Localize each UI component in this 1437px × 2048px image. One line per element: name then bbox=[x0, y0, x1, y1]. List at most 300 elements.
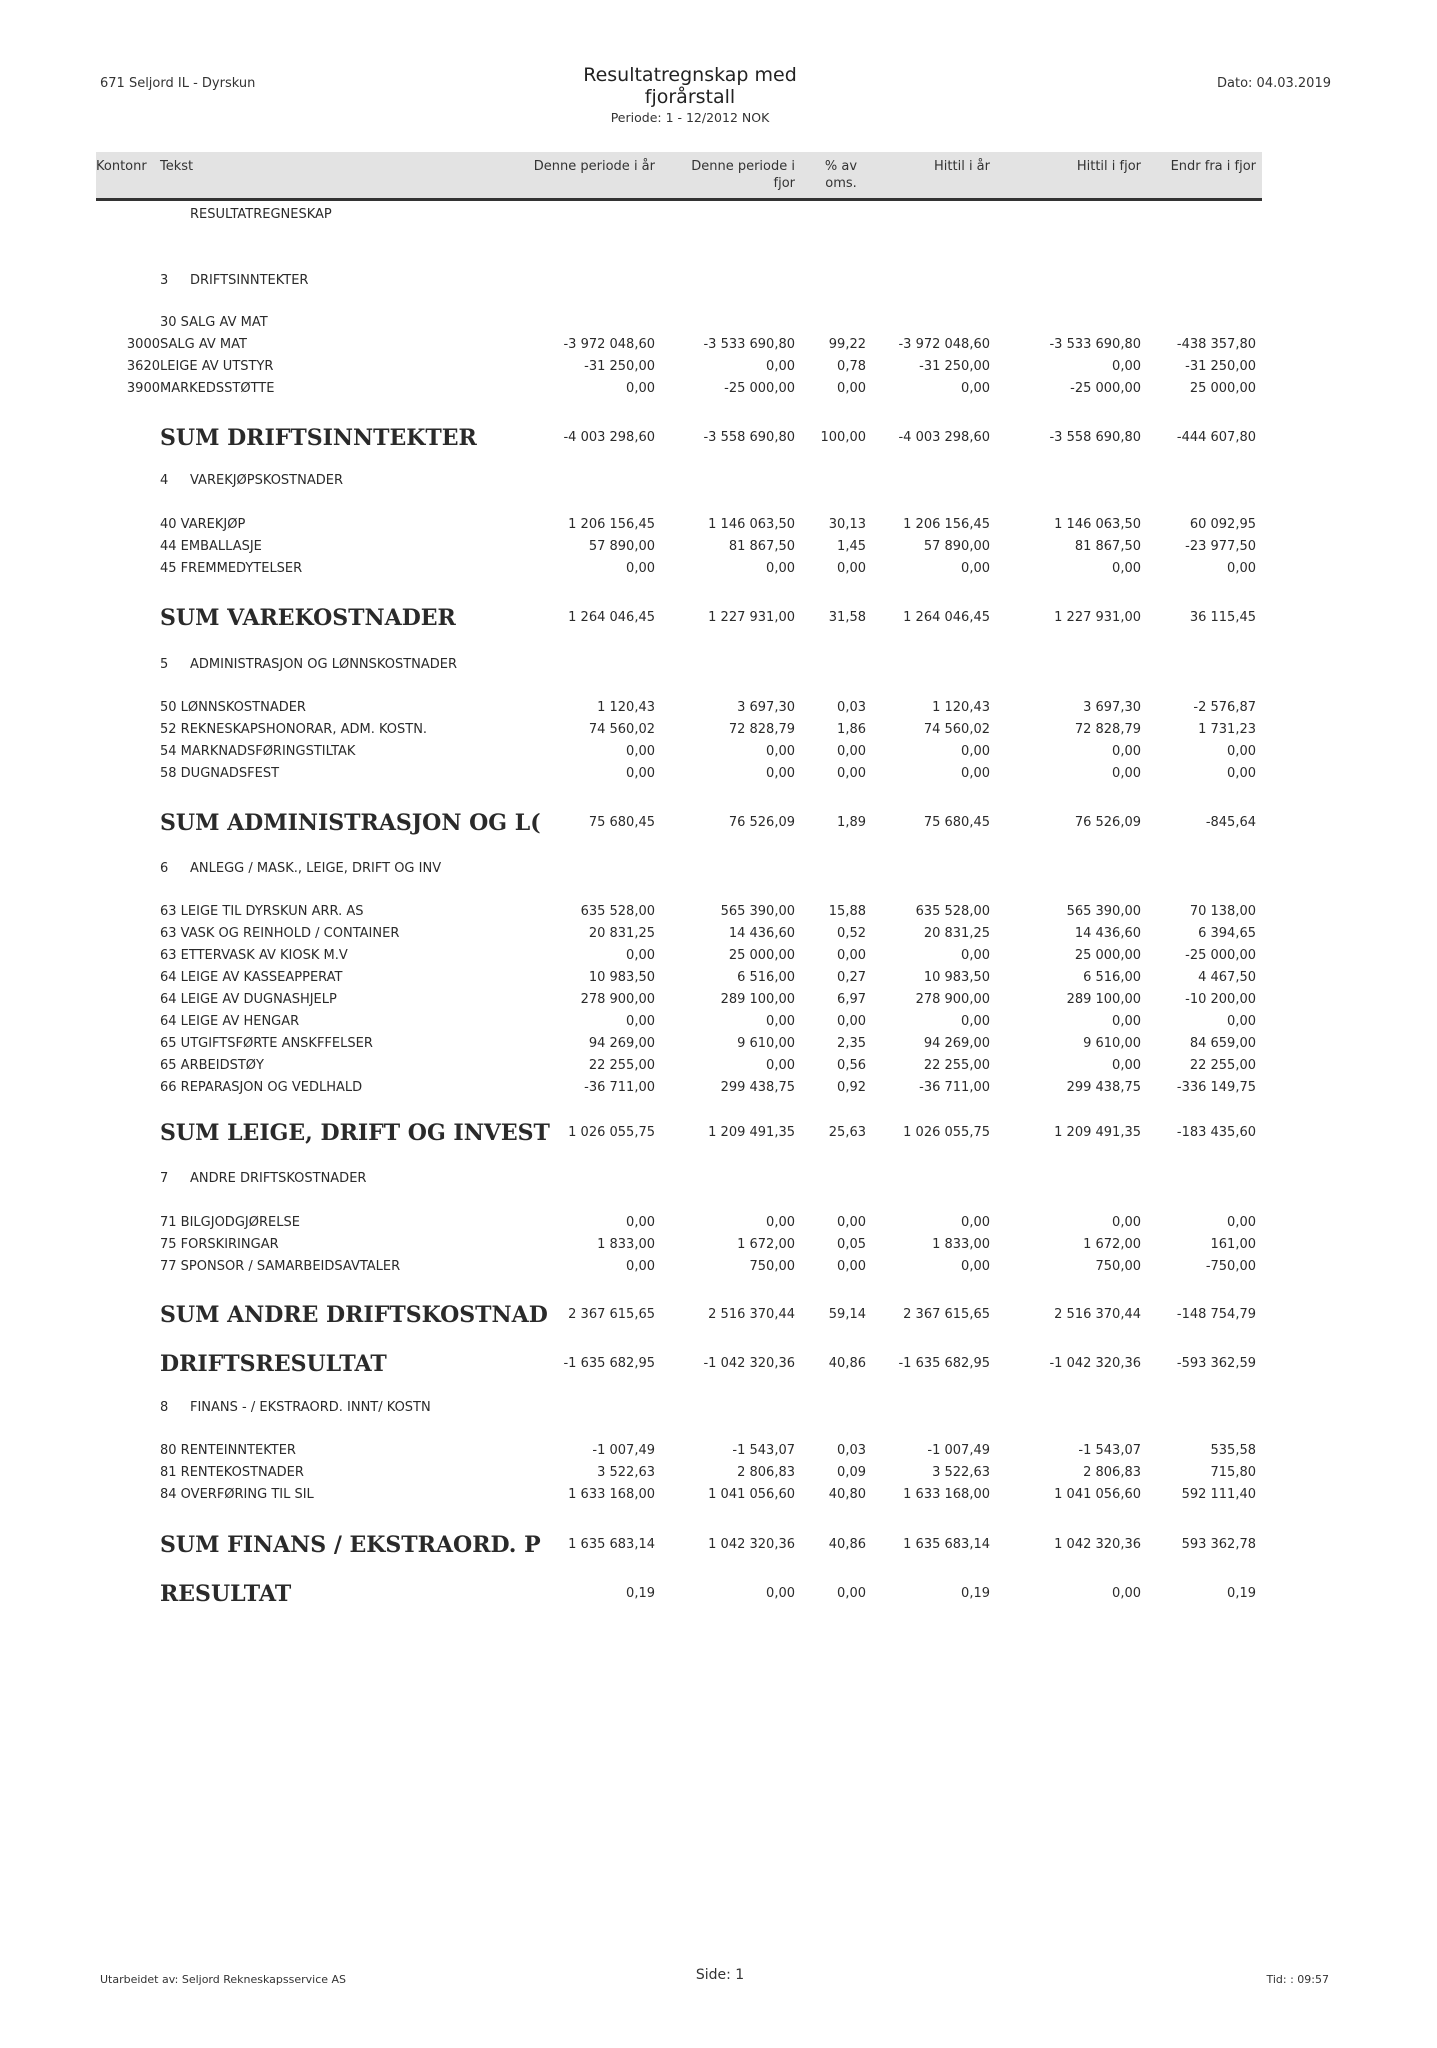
value-cell: 40,86 bbox=[828, 1356, 866, 1371]
table-row bbox=[0, 1442, 1437, 1460]
sum-row bbox=[0, 1581, 1437, 1607]
value-cell: 0,00 bbox=[1227, 1014, 1256, 1029]
value-cell: -23 977,50 bbox=[1185, 539, 1256, 554]
value-cell: 76 526,09 bbox=[728, 815, 795, 830]
value-cell: -31 250,00 bbox=[584, 359, 655, 374]
group-row bbox=[0, 656, 1437, 674]
table-row bbox=[0, 969, 1437, 987]
value-cell: 1 146 063,50 bbox=[1054, 517, 1141, 532]
table-row bbox=[0, 1079, 1437, 1097]
value-cell: 94 269,00 bbox=[588, 1036, 655, 1051]
group-row bbox=[0, 272, 1437, 290]
sum-row bbox=[0, 1351, 1437, 1377]
value-cell: 25 000,00 bbox=[1074, 948, 1141, 963]
sum-row bbox=[0, 810, 1437, 836]
value-cell: 0,00 bbox=[837, 561, 866, 576]
value-cell: 6,97 bbox=[837, 992, 866, 1007]
value-cell: 75 680,45 bbox=[588, 815, 655, 830]
value-cell: -336 149,75 bbox=[1176, 1080, 1256, 1095]
value-cell: -10 200,00 bbox=[1185, 992, 1256, 1007]
account-number: 3620 bbox=[126, 359, 160, 374]
value-cell: -1 042 320,36 bbox=[703, 1356, 795, 1371]
value-cell: -2 576,87 bbox=[1193, 700, 1256, 715]
value-cell: 0,56 bbox=[837, 1058, 866, 1073]
value-cell: 76 526,09 bbox=[1074, 815, 1141, 830]
value-cell: 0,19 bbox=[1227, 1586, 1256, 1601]
value-cell: -3 533 690,80 bbox=[703, 337, 795, 352]
value-cell: 0,05 bbox=[837, 1237, 866, 1252]
value-cell: 72 828,79 bbox=[1074, 722, 1141, 737]
value-cell: 0,92 bbox=[837, 1080, 866, 1095]
value-cell: 1 833,00 bbox=[932, 1237, 990, 1252]
account-text: 64 LEIGE AV KASSEAPPERAT bbox=[160, 970, 343, 985]
value-cell: 750,00 bbox=[749, 1259, 795, 1274]
col-denne-fjor: Denne periode i fjor bbox=[691, 159, 795, 191]
footer-page: Side: 1 bbox=[695, 1967, 745, 1983]
value-cell: 40,86 bbox=[828, 1537, 866, 1552]
value-cell: 0,00 bbox=[626, 1215, 655, 1230]
group-title: DRIFTSINNTEKTER bbox=[190, 273, 309, 288]
value-cell: -148 754,79 bbox=[1176, 1307, 1256, 1322]
value-cell: 1,89 bbox=[837, 815, 866, 830]
col-endr: Endr fra i fjor bbox=[1170, 159, 1256, 174]
value-cell: 0,00 bbox=[837, 381, 866, 396]
sum-label: SUM ANDRE DRIFTSKOSTNAD bbox=[160, 1302, 548, 1328]
value-cell: 9 610,00 bbox=[1083, 1036, 1141, 1051]
value-cell: 0,00 bbox=[837, 1014, 866, 1029]
account-text: 52 REKNESKAPSHONORAR, ADM. KOSTN. bbox=[160, 722, 428, 737]
col-hittil-fjor: Hittil i fjor bbox=[1076, 159, 1141, 174]
table-row bbox=[0, 1486, 1437, 1504]
value-cell: -36 711,00 bbox=[584, 1080, 655, 1095]
group-title: FINANS - / EKSTRAORD. INNT/ KOSTN bbox=[190, 1400, 431, 1415]
value-cell: 3 522,63 bbox=[597, 1465, 655, 1480]
value-cell: 0,52 bbox=[837, 926, 866, 941]
value-cell: 0,00 bbox=[626, 1259, 655, 1274]
value-cell: 59,14 bbox=[828, 1307, 866, 1322]
value-cell: 1 120,43 bbox=[597, 700, 655, 715]
col-hittil-aar: Hittil i år bbox=[934, 159, 990, 174]
value-cell: 0,00 bbox=[626, 948, 655, 963]
value-cell: 1 042 320,36 bbox=[708, 1537, 795, 1552]
value-cell: 10 983,50 bbox=[588, 970, 655, 985]
value-cell: -1 007,49 bbox=[927, 1443, 990, 1458]
value-cell: 0,00 bbox=[961, 948, 990, 963]
value-cell: 1 264 046,45 bbox=[903, 610, 990, 625]
value-cell: -1 635 682,95 bbox=[898, 1356, 990, 1371]
value-cell: 3 522,63 bbox=[932, 1465, 990, 1480]
value-cell: 2 516 370,44 bbox=[708, 1307, 795, 1322]
footer-time: Tid: : 09:57 bbox=[1266, 1973, 1329, 1986]
value-cell: 30,13 bbox=[828, 517, 866, 532]
value-cell: 0,00 bbox=[766, 766, 795, 781]
value-cell: 20 831,25 bbox=[588, 926, 655, 941]
value-cell: 1 120,43 bbox=[932, 700, 990, 715]
group-number: 7 bbox=[160, 1171, 169, 1186]
value-cell: -438 357,80 bbox=[1176, 337, 1256, 352]
value-cell: 6 516,00 bbox=[737, 970, 795, 985]
value-cell: 565 390,00 bbox=[1066, 904, 1141, 919]
group-title: ADMINISTRASJON OG LØNNSKOSTNADER bbox=[190, 657, 458, 672]
value-cell: 592 111,40 bbox=[1181, 1487, 1256, 1502]
value-cell: 0,00 bbox=[1227, 561, 1256, 576]
account-text: 50 LØNNSKOSTNADER bbox=[160, 700, 306, 715]
value-cell: 1 209 491,35 bbox=[1054, 1125, 1141, 1140]
value-cell: 0,00 bbox=[837, 948, 866, 963]
col-pct-oms: % av oms. bbox=[824, 159, 858, 191]
value-cell: 593 362,78 bbox=[1181, 1537, 1256, 1552]
value-cell: 0,00 bbox=[1227, 744, 1256, 759]
value-cell: 0,00 bbox=[961, 1215, 990, 1230]
value-cell: 2 806,83 bbox=[1083, 1465, 1141, 1480]
group-number: 4 bbox=[160, 473, 169, 488]
col-kontonr: Kontonr bbox=[96, 159, 147, 174]
value-cell: -31 250,00 bbox=[1185, 359, 1256, 374]
sum-row bbox=[0, 425, 1437, 451]
column-header bbox=[96, 152, 1262, 201]
table-row bbox=[0, 925, 1437, 943]
table-row bbox=[0, 380, 1437, 398]
table-row bbox=[0, 560, 1437, 578]
value-cell: 1 731,23 bbox=[1198, 722, 1256, 737]
company-name: 671 Seljord IL - Dyrskun bbox=[100, 76, 256, 91]
value-cell: 0,00 bbox=[766, 1586, 795, 1601]
value-cell: 1 635 683,14 bbox=[903, 1537, 990, 1552]
value-cell: -36 711,00 bbox=[919, 1080, 990, 1095]
value-cell: 565 390,00 bbox=[720, 904, 795, 919]
account-text: 80 RENTEINNTEKTER bbox=[160, 1443, 296, 1458]
value-cell: 22 255,00 bbox=[923, 1058, 990, 1073]
value-cell: 0,19 bbox=[961, 1586, 990, 1601]
value-cell: 0,00 bbox=[961, 1014, 990, 1029]
value-cell: 0,00 bbox=[626, 744, 655, 759]
value-cell: 0,00 bbox=[1112, 766, 1141, 781]
value-cell: 1 227 931,00 bbox=[708, 610, 795, 625]
account-text: 65 ARBEIDSTØY bbox=[160, 1058, 264, 1073]
table-row bbox=[0, 1035, 1437, 1053]
value-cell: 1 026 055,75 bbox=[568, 1125, 655, 1140]
value-cell: 1 042 320,36 bbox=[1054, 1537, 1141, 1552]
value-cell: 299 438,75 bbox=[720, 1080, 795, 1095]
value-cell: 4 467,50 bbox=[1198, 970, 1256, 985]
account-text: 54 MARKNADSFØRINGSTILTAK bbox=[160, 744, 356, 759]
value-cell: -3 558 690,80 bbox=[1049, 430, 1141, 445]
value-cell: 22 255,00 bbox=[588, 1058, 655, 1073]
sum-label: SUM FINANS / EKSTRAORD. P bbox=[160, 1532, 541, 1558]
value-cell: 0,00 bbox=[1112, 744, 1141, 759]
value-cell: 99,22 bbox=[828, 337, 866, 352]
value-cell: 715,80 bbox=[1210, 1465, 1256, 1480]
value-cell: 10 983,50 bbox=[923, 970, 990, 985]
value-cell: 57 890,00 bbox=[923, 539, 990, 554]
sum-label: DRIFTSRESULTAT bbox=[160, 1351, 387, 1377]
account-number: 3000 bbox=[126, 337, 160, 352]
value-cell: -25 000,00 bbox=[724, 381, 795, 396]
value-cell: 25 000,00 bbox=[1189, 381, 1256, 396]
value-cell: 299 438,75 bbox=[1066, 1080, 1141, 1095]
table-row bbox=[0, 1258, 1437, 1276]
value-cell: 2 367 615,65 bbox=[568, 1307, 655, 1322]
group-row bbox=[0, 206, 1437, 224]
value-cell: 0,00 bbox=[961, 561, 990, 576]
report-header bbox=[540, 64, 840, 125]
value-cell: -25 000,00 bbox=[1185, 948, 1256, 963]
value-cell: 0,00 bbox=[837, 766, 866, 781]
value-cell: 0,03 bbox=[837, 1443, 866, 1458]
value-cell: 1 672,00 bbox=[1083, 1237, 1141, 1252]
value-cell: 0,00 bbox=[766, 1215, 795, 1230]
value-cell: 0,00 bbox=[626, 381, 655, 396]
value-cell: 0,00 bbox=[837, 1215, 866, 1230]
value-cell: 278 900,00 bbox=[915, 992, 990, 1007]
value-cell: 1 633 168,00 bbox=[568, 1487, 655, 1502]
value-cell: 0,19 bbox=[626, 1586, 655, 1601]
value-cell: -183 435,60 bbox=[1176, 1125, 1256, 1140]
table-row bbox=[0, 947, 1437, 965]
value-cell: 1 041 056,60 bbox=[708, 1487, 795, 1502]
value-cell: 1 209 491,35 bbox=[708, 1125, 795, 1140]
value-cell: 31,58 bbox=[828, 610, 866, 625]
group-row bbox=[0, 314, 1437, 332]
value-cell: 2 367 615,65 bbox=[903, 1307, 990, 1322]
account-text: 45 FREMMEDYTELSER bbox=[160, 561, 303, 576]
value-cell: -845,64 bbox=[1205, 815, 1256, 830]
value-cell: -1 543,07 bbox=[732, 1443, 795, 1458]
value-cell: 289 100,00 bbox=[1066, 992, 1141, 1007]
footer-prepared-by: Utarbeidet av: Seljord Rekneskapsservice AS bbox=[100, 1973, 347, 1986]
col-denne-aar: Denne periode i år bbox=[533, 159, 655, 174]
value-cell: 635 528,00 bbox=[915, 904, 990, 919]
account-text: 58 DUGNADSFEST bbox=[160, 766, 280, 781]
table-row bbox=[0, 358, 1437, 376]
value-cell: 6 516,00 bbox=[1083, 970, 1141, 985]
sum-label: RESULTAT bbox=[160, 1581, 292, 1607]
value-cell: 74 560,02 bbox=[588, 722, 655, 737]
value-cell: -25 000,00 bbox=[1070, 381, 1141, 396]
sum-row bbox=[0, 1532, 1437, 1558]
value-cell: 14 436,60 bbox=[728, 926, 795, 941]
value-cell: 0,00 bbox=[766, 561, 795, 576]
value-cell: -444 607,80 bbox=[1176, 430, 1256, 445]
account-text: 75 FORSKIRINGAR bbox=[160, 1237, 279, 1252]
account-number: 3900 bbox=[126, 381, 160, 396]
value-cell: 0,00 bbox=[1227, 1215, 1256, 1230]
account-text: MARKEDSSTØTTE bbox=[160, 381, 275, 396]
value-cell: -4 003 298,60 bbox=[563, 430, 655, 445]
value-cell: 25 000,00 bbox=[728, 948, 795, 963]
group-row bbox=[0, 472, 1437, 490]
group-title: ANDRE DRIFTSKOSTNADER bbox=[190, 1171, 367, 1186]
value-cell: 70 138,00 bbox=[1189, 904, 1256, 919]
value-cell: 1 633 168,00 bbox=[903, 1487, 990, 1502]
value-cell: -1 042 320,36 bbox=[1049, 1356, 1141, 1371]
account-text: 81 RENTEKOSTNADER bbox=[160, 1465, 304, 1480]
value-cell: 0,00 bbox=[626, 561, 655, 576]
value-cell: -3 533 690,80 bbox=[1049, 337, 1141, 352]
value-cell: 1 206 156,45 bbox=[903, 517, 990, 532]
table-row bbox=[0, 991, 1437, 1009]
value-cell: 57 890,00 bbox=[588, 539, 655, 554]
value-cell: 3 697,30 bbox=[737, 700, 795, 715]
value-cell: 84 659,00 bbox=[1189, 1036, 1256, 1051]
value-cell: 1 635 683,14 bbox=[568, 1537, 655, 1552]
account-text: 63 VASK OG REINHOLD / CONTAINER bbox=[160, 926, 400, 941]
value-cell: 0,00 bbox=[626, 766, 655, 781]
value-cell: 3 697,30 bbox=[1083, 700, 1141, 715]
table-row bbox=[0, 336, 1437, 354]
value-cell: 0,00 bbox=[837, 744, 866, 759]
table-row bbox=[0, 699, 1437, 717]
value-cell: 14 436,60 bbox=[1074, 926, 1141, 941]
value-cell: 0,00 bbox=[837, 1259, 866, 1274]
value-cell: -31 250,00 bbox=[919, 359, 990, 374]
account-text: SALG AV MAT bbox=[160, 337, 247, 352]
value-cell: 20 831,25 bbox=[923, 926, 990, 941]
value-cell: 635 528,00 bbox=[580, 904, 655, 919]
group-title: VAREKJØPSKOSTNADER bbox=[190, 473, 343, 488]
value-cell: 0,00 bbox=[1112, 1215, 1141, 1230]
value-cell: 25,63 bbox=[828, 1125, 866, 1140]
value-cell: -3 972 048,60 bbox=[563, 337, 655, 352]
table-row bbox=[0, 743, 1437, 761]
account-text: 63 ETTERVASK AV KIOSK M.V bbox=[160, 948, 348, 963]
account-text: 77 SPONSOR / SAMARBEIDSAVTALER bbox=[160, 1259, 401, 1274]
value-cell: 1 672,00 bbox=[737, 1237, 795, 1252]
table-row bbox=[0, 1464, 1437, 1482]
value-cell: 22 255,00 bbox=[1189, 1058, 1256, 1073]
value-cell: 72 828,79 bbox=[728, 722, 795, 737]
value-cell: 1,86 bbox=[837, 722, 866, 737]
value-cell: 750,00 bbox=[1095, 1259, 1141, 1274]
value-cell: 0,00 bbox=[961, 1259, 990, 1274]
table-row bbox=[0, 1013, 1437, 1031]
table-row bbox=[0, 903, 1437, 921]
value-cell: 1 227 931,00 bbox=[1054, 610, 1141, 625]
value-cell: 1,45 bbox=[837, 539, 866, 554]
value-cell: -4 003 298,60 bbox=[898, 430, 990, 445]
sum-label: SUM LEIGE, DRIFT OG INVEST bbox=[160, 1120, 550, 1146]
table-row bbox=[0, 538, 1437, 556]
value-cell: -750,00 bbox=[1205, 1259, 1256, 1274]
group-number: 6 bbox=[160, 861, 169, 876]
value-cell: 0,00 bbox=[766, 1058, 795, 1073]
sum-row bbox=[0, 605, 1437, 631]
table-row bbox=[0, 1214, 1437, 1232]
value-cell: 0,03 bbox=[837, 700, 866, 715]
value-cell: 0,09 bbox=[837, 1465, 866, 1480]
subgroup-title: 30 SALG AV MAT bbox=[160, 315, 268, 330]
value-cell: 75 680,45 bbox=[923, 815, 990, 830]
value-cell: 0,00 bbox=[837, 1586, 866, 1601]
value-cell: -3 558 690,80 bbox=[703, 430, 795, 445]
value-cell: 81 867,50 bbox=[1074, 539, 1141, 554]
value-cell: 0,00 bbox=[766, 1014, 795, 1029]
value-cell: 6 394,65 bbox=[1198, 926, 1256, 941]
value-cell: -1 543,07 bbox=[1078, 1443, 1141, 1458]
value-cell: 0,00 bbox=[1112, 1586, 1141, 1601]
sum-label: SUM DRIFTSINNTEKTER bbox=[160, 425, 477, 451]
account-text: LEIGE AV UTSTYR bbox=[160, 359, 274, 374]
value-cell: 0,00 bbox=[961, 744, 990, 759]
table-row bbox=[0, 721, 1437, 739]
account-text: 64 LEIGE AV HENGAR bbox=[160, 1014, 300, 1029]
report-period: Periode: 1 - 12/2012 NOK bbox=[610, 110, 770, 125]
value-cell: -1 007,49 bbox=[592, 1443, 655, 1458]
value-cell: 1 146 063,50 bbox=[708, 517, 795, 532]
sum-label: SUM VAREKOSTNADER bbox=[160, 605, 456, 631]
sum-row bbox=[0, 1302, 1437, 1328]
value-cell: 278 900,00 bbox=[580, 992, 655, 1007]
value-cell: 0,00 bbox=[1112, 359, 1141, 374]
value-cell: 0,27 bbox=[837, 970, 866, 985]
value-cell: 1 206 156,45 bbox=[568, 517, 655, 532]
value-cell: -1 635 682,95 bbox=[563, 1356, 655, 1371]
report-date: Dato: 04.03.2019 bbox=[1217, 76, 1331, 91]
value-cell: 40,80 bbox=[828, 1487, 866, 1502]
value-cell: 289 100,00 bbox=[720, 992, 795, 1007]
account-text: 64 LEIGE AV DUGNASHJELP bbox=[160, 992, 337, 1007]
value-cell: 0,00 bbox=[626, 1014, 655, 1029]
value-cell: 74 560,02 bbox=[923, 722, 990, 737]
value-cell: 0,00 bbox=[1112, 1014, 1141, 1029]
value-cell: 94 269,00 bbox=[923, 1036, 990, 1051]
value-cell: 1 264 046,45 bbox=[568, 610, 655, 625]
group-title: ANLEGG / MASK., LEIGE, DRIFT OG INV bbox=[190, 861, 442, 876]
report-title: Resultatregnskap med fjorårstall bbox=[583, 64, 797, 108]
group-row bbox=[0, 860, 1437, 878]
value-cell: 2 516 370,44 bbox=[1054, 1307, 1141, 1322]
table-row bbox=[0, 1236, 1437, 1254]
value-cell: 0,00 bbox=[1112, 1058, 1141, 1073]
value-cell: 36 115,45 bbox=[1189, 610, 1256, 625]
sum-label: SUM ADMINISTRASJON OG L( bbox=[160, 810, 541, 836]
value-cell: 0,78 bbox=[837, 359, 866, 374]
group-number: 5 bbox=[160, 657, 169, 672]
value-cell: 0,00 bbox=[961, 381, 990, 396]
account-text: 65 UTGIFTSFØRTE ANSKFFELSER bbox=[160, 1036, 373, 1051]
value-cell: 81 867,50 bbox=[728, 539, 795, 554]
table-row bbox=[0, 1057, 1437, 1075]
group-row bbox=[0, 1170, 1437, 1188]
group-number: 8 bbox=[160, 1400, 169, 1415]
value-cell: 0,00 bbox=[766, 744, 795, 759]
value-cell: 15,88 bbox=[828, 904, 866, 919]
value-cell: 1 041 056,60 bbox=[1054, 1487, 1141, 1502]
col-tekst: Tekst bbox=[160, 159, 194, 174]
value-cell: 0,00 bbox=[1112, 561, 1141, 576]
sum-row bbox=[0, 1120, 1437, 1146]
value-cell: 0,00 bbox=[766, 359, 795, 374]
account-text: 84 OVERFØRING TIL SIL bbox=[160, 1487, 314, 1502]
value-cell: 0,00 bbox=[1227, 766, 1256, 781]
value-cell: 9 610,00 bbox=[737, 1036, 795, 1051]
account-text: 66 REPARASJON OG VEDLHALD bbox=[160, 1080, 363, 1095]
value-cell: 0,00 bbox=[961, 766, 990, 781]
table-row bbox=[0, 516, 1437, 534]
account-text: 71 BILGJODGJØRELSE bbox=[160, 1215, 300, 1230]
group-title: RESULTATREGNESKAP bbox=[190, 207, 332, 222]
value-cell: 1 026 055,75 bbox=[903, 1125, 990, 1140]
value-cell: 2 806,83 bbox=[737, 1465, 795, 1480]
value-cell: 60 092,95 bbox=[1189, 517, 1256, 532]
table-row bbox=[0, 765, 1437, 783]
value-cell: -593 362,59 bbox=[1176, 1356, 1256, 1371]
account-text: 44 EMBALLASJE bbox=[160, 539, 262, 554]
account-text: 63 LEIGE TIL DYRSKUN ARR. AS bbox=[160, 904, 364, 919]
value-cell: 100,00 bbox=[820, 430, 866, 445]
value-cell: 1 833,00 bbox=[597, 1237, 655, 1252]
value-cell: 2,35 bbox=[837, 1036, 866, 1051]
